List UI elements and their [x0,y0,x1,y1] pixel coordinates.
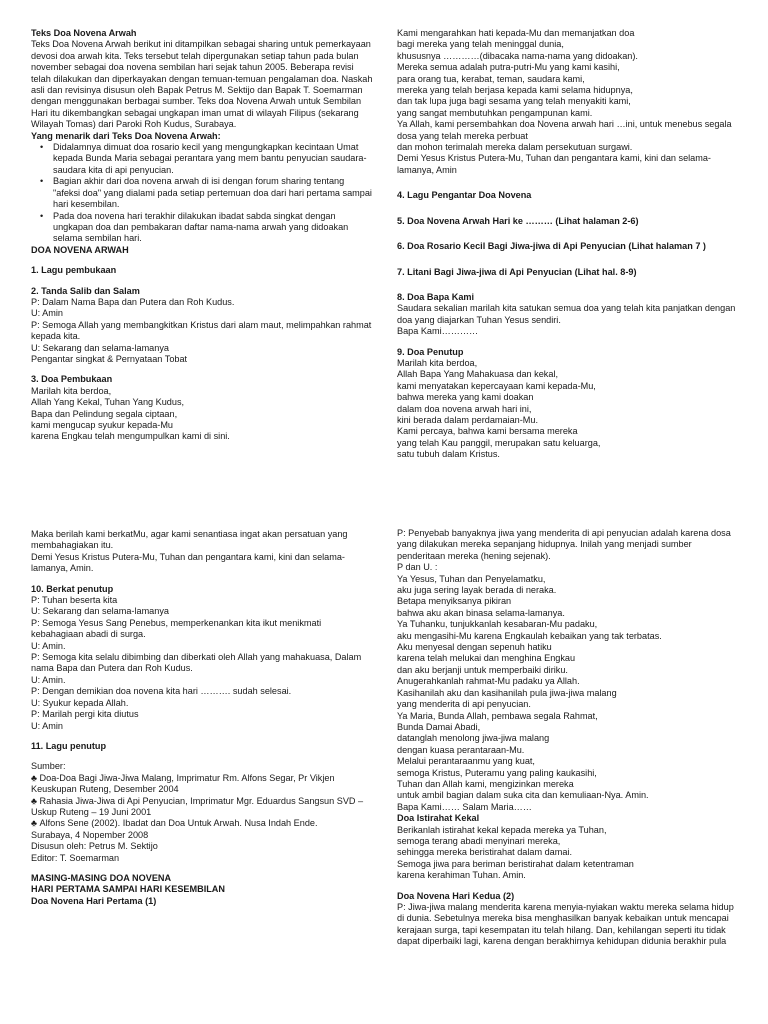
text-line: Saudara sekalian marilah kita satukan semua doa yang telah kita panjatkan dengan [397,303,736,314]
text-line: Ya Maria, Bunda Allah, pembawa segala Rahmat, [397,710,598,721]
text-line: semoga terang abadi menyinari mereka, [397,835,561,846]
text-line: aku mengasihi-Mu karena Engkaulah kebaikan yang tak terbatas. [397,630,662,641]
text-line: aku juga sering layak berada di neraka. [397,585,557,596]
spacer [397,176,749,190]
section-heading: Doa Novena Hari Pertama (1) [31,895,157,906]
text-line: telah dilakukan dan diperkayakan dengan temuan-temuan pengalaman doa. Naskah [31,73,373,84]
text-line: P: Semoga Yesus Sang Penebus, memperkenankan kita ikut menikmati [31,617,322,628]
page1-right-column [397,28,749,461]
text-line: P: Semoga kita selalu dibimbing dan diberkati oleh Allah yang mahakuasa, Dalam [31,652,362,663]
text-line: P: Dengan demikian doa novena kita hari ………. sudah selesai. [31,686,292,697]
section-heading: 8. Doa Bapa Kami [397,291,475,302]
text-line: P: Tuhan beserta kita [31,595,118,606]
text-line: Surabaya, 4 Nopember 2008 [31,829,149,840]
section-heading: 6. Doa Rosario Kecil Bagi Jiwa-jiwa di Api Penyucian (Lihat halaman 7 ) [397,241,706,252]
text-line: Semoga jiwa para beriman beristirahat dalam ketentraman [397,858,634,869]
text-line: asli dan revisinya disusun oleh Bapak Petrus M. Sektijo dan Bapak T. Soemarman [31,85,363,96]
text-line: Keuskupan Ruteng, Desember 2004 [31,784,179,795]
text-line: U: Amin. [31,674,66,685]
text-line: Marilah kita berdoa, [31,385,112,396]
section-heading: Doa Istirahat Kekal [397,813,480,824]
text-line: devosi doa arwah kita. Teks tersebut telah dipergunakan setiap tahun pada bulan [31,50,359,61]
text-line: karena kerahiman Tuhan. Amin. [397,870,526,881]
text-line: Betapa menyiksanya pikiran [397,596,512,607]
text-line: Aku menyesal dengan sepenuh hatiku [397,642,552,653]
text-line: Ya Tuhanku, tunjukkanlah kesabaran-Mu padaku, [397,619,598,630]
text-line: Pengantar singkat & Pernyataan Tobat [31,353,188,364]
text-line: Bapa Kami………… [397,326,479,337]
spacer [31,365,383,374]
text-line: membahagiakan itu. [31,540,114,551]
text-line: datanglah menolong jiwa-jiwa malang [397,733,550,744]
bullet-continuation: saudara kita di api penyucian. [53,164,174,175]
text-line: Ya Yesus, Tuhan dan Penyelamatku, [397,573,546,584]
bullet-item: • Bagian akhir dari doa novena arwah di isi dengan forum sharing tentang [31,176,383,187]
text-line: penderitaan mereka (hening sejenak). [397,550,551,561]
text-line: khususnya …………(dibacaka nama-nama yang didoakan). [397,50,638,61]
spacer [397,882,749,891]
text-line: karena telah melukai dan menghina Engkau [397,653,576,664]
text-line: satu tubuh dalam Kristus. [397,449,500,460]
text-line: Bapa dan Pelindung segala ciptaan, [31,408,178,419]
text-line: P: Dalam Nama Bapa dan Putera dan Roh Kudus. [31,296,235,307]
bullet-continuation: hari kesembilan. [53,199,120,210]
text-line: yang dilakukan mereka sepanjang hidupnya. Inilah yang menjadi sumber [397,539,692,550]
text-line: bagi mereka yang telah meninggal dunia, [397,39,564,50]
document-title: Teks Doa Novena Arwah [31,28,137,38]
text-line: Demi Yesus Kristus Putera-Mu, Tuhan dan pengantara kami, kini dan selama- [397,153,711,164]
text-line: Allah Bapa Yang Mahakuasa dan kekal, [397,369,558,380]
text-line: dengan menggunakan berbagai sumber. Teks doa Novena Arwah untuk Sembilan [31,96,362,107]
text-line: Kasihanilah aku dan kasihanilah pula jiwa-jiwa malang [397,687,617,698]
text-line: P: Marilah pergi kita diutus [31,709,139,720]
section-heading: 4. Lagu Pengantar Doa Novena [397,190,532,201]
text-line: yang menderita di api penyucian. [397,699,531,710]
text-line: kerajaan surga, tapi kesempatan itu telah hilang. Dan, kehilangan seperti itu tidak [397,924,726,935]
text-line: bahwa mereka yang kami doakan [397,392,534,403]
text-line: nama Bapa dan Putera dan Roh Kudus. [31,663,193,674]
text-line: U: Amin [31,720,63,731]
bullet-continuation: ungkapan doa dan pembakaran daftar nama-nama arwah yang didoakan [53,221,349,232]
spacer [397,253,749,267]
text-line: lamanya, Amin [397,164,457,175]
text-line: Kami mengarahkan hati kepada-Mu dan memanjatkan doa [397,28,635,38]
text-line: U: Syukur kepada Allah. [31,697,129,708]
bullet-item: • Pada doa novena hari terakhir dilakukan ibadat sabda singkat dengan [31,211,383,222]
text-line: dalam doa novena arwah hari ini, [397,403,532,414]
text-line: Berikanlah istirahat kekal kepada mereka ya Tuhan, [397,824,607,835]
text-line: sehingga mereka beristirahat dalam damai. [397,847,572,858]
section-heading: 10. Berkat penutup [31,583,114,594]
source-item: ♣ Rahasia Jiwa-Jiwa di Api Penyucian, Imprimatur Mgr. Eduardus Sangsun SVD – [31,796,383,807]
text-line: Bunda Damai Abadi, [397,721,481,732]
text-line: semoga Kristus, Puteramu yang paling kaukasihi, [397,767,597,778]
text-line: bahwa aku akan binasa selama-lamanya. [397,607,565,618]
text-line: P: Jiwa-jiwa malang menderita karena menyia-nyiakan waktu mereka selama hidup [397,902,734,912]
text-line: U: Sekarang dan selama-lamanya [31,606,169,617]
section-heading: Yang menarik dari Teks Doa Novena Arwah: [31,130,221,141]
bullet-continuation: kepada Bunda Maria sebagai perantara yang mem bantu penyucian saudara- [53,153,367,164]
text-line: Uskup Ruteng – 19 Juni 2001 [31,806,152,817]
text-line: november sebagai doa novena sembilan hari sejak tahun 2005. Beberapa revisi [31,62,354,73]
text-line: Bapa Kami…… Salam Maria…… [397,801,532,812]
text-line: karena Engkau telah mengumpulkan kami di sini. [31,431,230,442]
text-line: U: Amin. [31,640,66,651]
text-line: Anugerahkanlah rahmat-Mu padaku ya Allah. [397,676,580,687]
text-line: kini berada dalam perdamaian-Mu. [397,414,539,425]
text-line: U: Amin [31,308,63,319]
text-line: Wilayah Tomas) dari Paroki Roh Kudus, Surabaya. [31,119,237,130]
spacer [397,227,749,241]
document-page-2 [0,512,768,1024]
text-line: Melalui perantaraanmu yang kuat, [397,756,535,767]
section-heading: 2. Tanda Salib dan Salam [31,285,140,296]
page1-left-column [31,28,383,443]
text-line: Marilah kita berdoa, [397,357,478,368]
text-line: Kami percaya, bahwa kami bersama mereka [397,426,578,437]
text-line: kebahagiaan abadi di surga. [31,629,146,640]
section-heading: HARI PERTAMA SAMPAI HARI KESEMBILAN [31,884,225,895]
text-line: lamanya, Amin. [31,563,94,574]
section-heading: 1. Lagu pembukaan [31,265,117,276]
sources-label: Sumber: [31,761,66,772]
text-line: Teks Doa Novena Arwah berikut ini ditampilkan sebagai sharing untuk pemerkayaan [31,39,371,50]
text-line: kami mengucap syukur kepada-Mu [31,420,174,430]
bullet-continuation: "afeksi doa" yang dialami pada setiap pertemuan doa dari hari pertama sampai [53,187,372,198]
text-line: P: Penyebab banyaknya jiwa yang menderita di api penyucian adalah karena dosa [397,528,731,538]
spacer [397,338,749,347]
source-item: ♣ Alfons Sene (2002). Ibadat dan Doa Untuk Arwah. Nusa Indah Ende. [31,818,383,829]
page2-right-column [397,528,749,948]
bullet-list [31,142,383,245]
text-line: dapat diperbaiki lagi, karena dengan berakhirnya kehidupan didunia berakhir pula [397,936,727,947]
bullet-item: • Didalamnya dimuat doa rosario kecil yang mengungkapkan kecintaan Umat [31,142,383,153]
text-line: P: Semoga Allah yang membangkitkan Kristus dari alam maut, melimpahkan rahmat [31,319,372,330]
text-line: untuk ambil bagian dalam suka cita dan kemuliaan-Nya. Amin. [397,790,649,801]
spacer [31,752,383,761]
text-line: dan aku berjanji untuk memperbaiki diriku. [397,664,568,675]
spacer [31,575,383,584]
text-line: Tuhan dan Allah kami, mengizinkan mereka [397,778,574,789]
text-line: doa yang diajarkan Tuhan Yesus sendiri. [397,314,561,325]
section-heading: 3. Doa Pembukaan [31,374,113,385]
intro-paragraph [31,39,383,130]
text-line: Maka berilah kami berkatMu, agar kami senantiasa ingat akan persatuan yang [31,529,348,539]
spacer [31,864,383,873]
text-line: para orang tua, kerabat, teman, saudara kami, [397,73,585,84]
spacer [31,256,383,265]
spacer [31,277,383,286]
text-line: dengan kuasa perantaraan-Mu. [397,744,525,755]
spacer [397,202,749,216]
section-heading: 5. Doa Novena Arwah Hari ke ……… (Lihat halaman 2-6) [397,215,639,226]
text-line: dan tak lupa juga bagi sesama yang telah menyakiti kami, [397,96,631,107]
section-heading: DOA NOVENA ARWAH [31,244,129,255]
section-heading: Doa Novena Hari Kedua (2) [397,890,515,901]
source-item: ♣ Doa-Doa Bagi Jiwa-Jiwa Malang, Imprimatur Rm. Alfons Segar, Pr Vikjen [31,773,383,784]
section-heading: 7. Litani Bagi Jiwa-jiwa di Api Penyucian (Lihat hal. 8-9) [397,266,637,277]
spacer [31,732,383,741]
text-line: Hari itu dikembangkan sebagai ungkapan iman umat di wilayah Filipus (sekarang [31,107,359,118]
text-line: U: Sekarang dan selama-lamanya [31,342,169,353]
text-line: dan mohon terimalah mereka dalam persekutuan surgawi. [397,142,633,153]
text-line: yang sangat membutuhkan pengampunan kami. [397,107,593,118]
section-heading: MASING-MASING DOA NOVENA [31,872,172,883]
text-line: kepada kita. [31,331,81,342]
page2-left-column [31,529,383,907]
text-line: Demi Yesus Kristus Putera-Mu, Tuhan dan pengantara kami, kini dan selama- [31,551,345,562]
text-line: P dan U. : [397,562,438,573]
bullet-continuation: selama sembilan hari. [53,233,142,244]
text-line: Mereka semua adalah putra-putri-Mu yang kami kasihi, [397,62,620,73]
text-line: kami menyatakan kepercayaan kami kepada-Mu, [397,380,596,391]
text-line: Disusun oleh: Petrus M. Sektijo [31,841,158,852]
text-line: Allah Yang Kekal, Tuhan Yang Kudus, [31,397,185,408]
spacer [397,278,749,292]
text-line: dosa yang telah mereka perbuat [397,130,528,141]
text-line: di dunia. Sebetulnya mereka bisa menghasilkan banyak kebaikan untuk mencapai [397,913,729,924]
text-line: mereka yang telah berjasa kepada kami selama hidupnya, [397,85,633,96]
text-line: Editor: T. Soemarman [31,852,120,863]
text-line: yang telah Kau panggil, merupakan satu keluarga, [397,437,601,448]
section-heading: 9. Doa Penutup [397,346,464,357]
text-line: Ya Allah, kami persembahkan doa Novena arwah hari …ini, untuk menebus segala [397,119,732,130]
section-heading: 11. Lagu penutup [31,740,107,751]
